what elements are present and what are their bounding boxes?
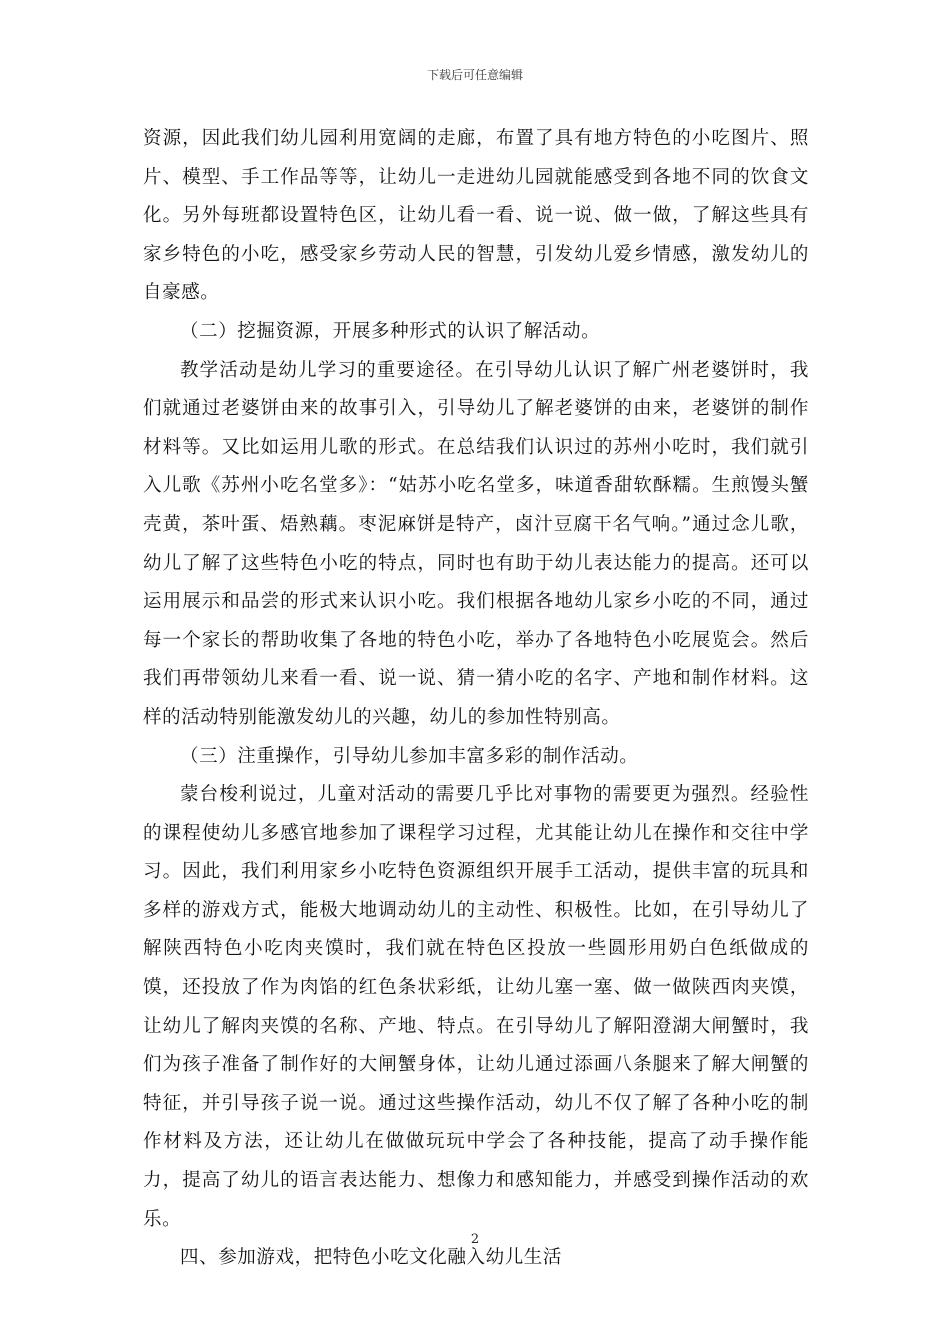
- section-heading-two: （二）挖掘资源，开展多种形式的认识了解活动。: [180, 320, 601, 342]
- paragraph-resources-intro: 资源，因此我们幼儿园利用宽阔的走廊，布置了具有地方特色的小吃图片、照片、模型、手工作品等等，让幼儿一走进幼儿园就能感受到各地不同的饮食文化。另外每班都设置特色区，让幼儿看一看、说一说、做一做，了解这些具有家乡特色的小吃，感受家乡劳动人民的智慧，引发幼儿爱乡情感，激发幼儿的自豪感。: [143, 128, 809, 304]
- page-header: 下载后可任意编辑: [426, 68, 523, 82]
- paragraph-hands-on-activities: 蒙台梭利说过，儿童对活动的需要几乎比对事物的需要更为强烈。经验性的课程使幼儿多感官地参加了课程学习过程，尤其能让幼儿在操作和交往中学习。因此，我们利用家乡小吃特色资源组织开展手工活动，提供丰富的玩具和多样的游戏方式，能极大地调动幼儿的主动性、积极性。比如，在引导幼儿了解陕西特色小吃肉夹馍时，我们就在特色区投放一些圆形用奶白色纸做成的馍，还投放了作为肉馅的红色条状彩纸，让幼儿塞一塞、做一做陕西肉夹馍，让幼儿了解肉夹馍的名称、产地、特点。在引导幼儿了解阳澄湖大闸蟹时，我们为孩子准备了制作好的大闸蟹身体，让幼儿通过添画八条腿来了解大闸蟹的特征，并引导孩子说一说。通过这些操作活动，幼儿不仅了解了各种小吃的制作材料及方法，还让幼儿在做做玩玩中学会了各种技能，提高了动手操作能力，提高了幼儿的语言表达能力、想像力和感知能力，并感受到操作活动的欢乐。: [143, 784, 809, 1230]
- paragraph-teaching-activities: 教学活动是幼儿学习的重要途径。在引导幼儿认识了解广州老婆饼时，我们就通过老婆饼由来的故事引入，引导幼儿了解老婆饼的由来，老婆饼的制作材料等。又比如运用儿歌的形式。在总结我们认识过的苏州小吃时，我们就引入儿歌《苏州小吃名堂多》：“姑苏小吃名堂多，味道香甜软酥糯。生煎馒头蟹壳黄，茶叶蛋、焐熟藕。枣泥麻饼是特产，卤汁豆腐干名气响。”通过念儿歌，幼儿了解了这些特色小吃的特点，同时也有助于幼儿表达能力的提高。还可以运用展示和品尝的形式来认识小吃。我们根据各地幼儿家乡小吃的不同，通过每一个家长的帮助收集了各地的特色小吃，举办了各地特色小吃展览会。然后我们再带领幼儿来看一看、说一说、猜一猜小吃的名字、产地和制作材料。这样的活动特别能激发幼儿的兴趣，幼儿的参加性特别高。: [143, 359, 809, 728]
- section-heading-four: 四、参加游戏，把特色小吃文化融入幼儿生活: [180, 1247, 563, 1269]
- section-heading-three: （三）注重操作，引导幼儿参加丰富多彩的制作活动。: [180, 745, 639, 767]
- document-body: [143, 120, 809, 1278]
- page-number: 2: [470, 1232, 480, 1247]
